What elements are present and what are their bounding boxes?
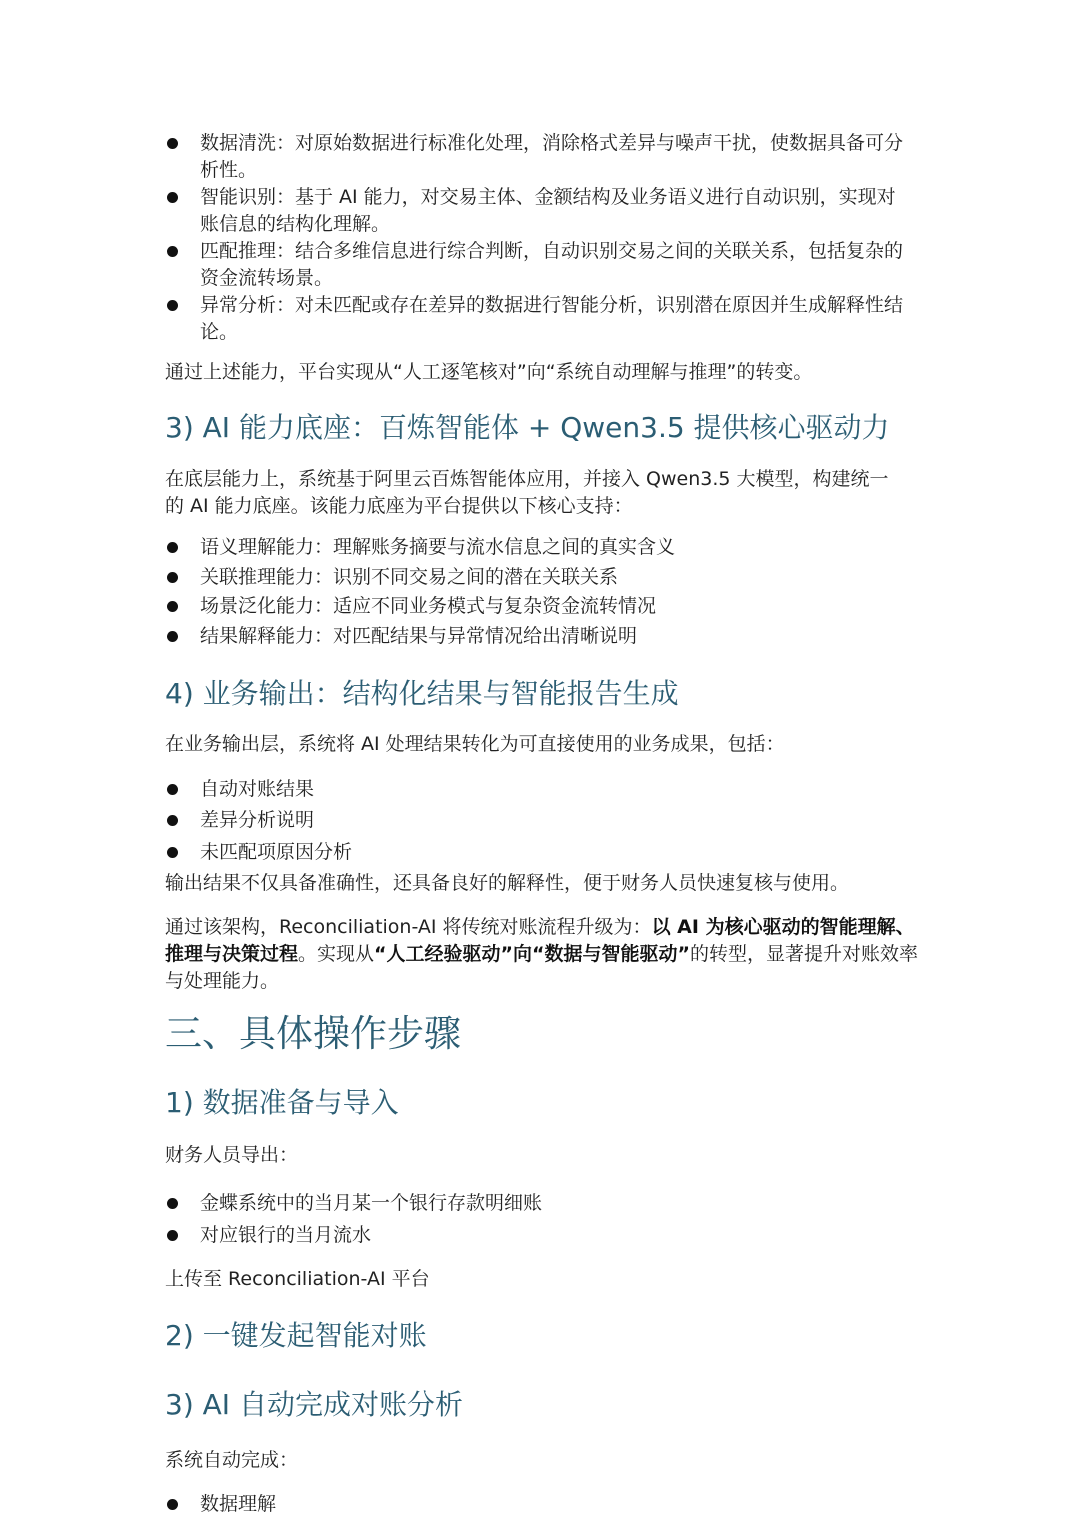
paragraph: 在业务输出层，系统将 AI 处理结果转化为可直接使用的业务成果，包括： bbox=[165, 733, 785, 755]
summary-text: 的转型，显著提升对账效率与处理能力。 bbox=[165, 943, 918, 992]
list-item: 数据清洗：对原始数据进行标准化处理，消除格式差异与噪声干扰，使数据具备可分析性。 bbox=[200, 130, 905, 184]
paragraph: 在底层能力上，系统基于阿里云百炼智能体应用，并接入 Qwen3.5 大模型，构建统一的 AI 能力底座。该能力底座为平台提供以下核心支持： bbox=[165, 468, 889, 517]
chapter-heading: 三、具体操作步骤 bbox=[165, 1012, 461, 1055]
summary-bold: “人工经验驱动”向“数据与智能驱动” bbox=[374, 943, 690, 965]
paragraph: 上传至 Reconciliation-AI 平台 bbox=[165, 1268, 430, 1290]
section-heading-ai-base: 3) AI 能力底座：百炼智能体 + Qwen3.5 提供核心驱动力 bbox=[165, 411, 890, 444]
step-heading-3: 3) AI 自动完成对账分析 bbox=[165, 1388, 463, 1421]
list-item: 智能识别：基于 AI 能力，对交易主体、金额结构及业务语义进行自动识别，实现对账信息的结构化理解。 bbox=[200, 184, 905, 238]
list-item: 对应银行的当月流水 bbox=[200, 1222, 905, 1249]
section-heading-output: 4) 业务输出：结构化结果与智能报告生成 bbox=[165, 677, 679, 710]
paragraph: 通过上述能力，平台实现从“人工逐笔核对”向“系统自动理解与推理”的转变。 bbox=[165, 361, 813, 383]
list-item: 结果解释能力：对匹配结果与异常情况给出清晰说明 bbox=[200, 623, 905, 650]
list-item: 异常分析：对未匹配或存在差异的数据进行智能分析，识别潜在原因并生成解释性结论。 bbox=[200, 292, 905, 346]
list-item: 场景泛化能力：适应不同业务模式与复杂资金流转情况 bbox=[200, 593, 905, 620]
summary-text: 通过该架构，Reconciliation-AI 将传统对账流程升级为： bbox=[165, 916, 652, 938]
paragraph: 系统自动完成： bbox=[165, 1449, 299, 1471]
step-heading-1: 1) 数据准备与导入 bbox=[165, 1086, 399, 1119]
summary-bold: 以 AI 为核心驱动的智能理解、推理与决策过程 bbox=[165, 916, 915, 965]
paragraph: 财务人员导出： bbox=[165, 1144, 299, 1166]
list-item: 金蝶系统中的当月某一个银行存款明细账 bbox=[200, 1190, 905, 1217]
summary-text: 。实现从 bbox=[298, 943, 375, 965]
list-item: 差异分析说明 bbox=[200, 807, 905, 834]
list-item: 匹配推理：结合多维信息进行综合判断，自动识别交易之间的关联关系，包括复杂的资金流转场景。 bbox=[200, 238, 905, 292]
list-item: 自动对账结果 bbox=[200, 776, 905, 803]
list-item: 数据理解 bbox=[200, 1491, 905, 1518]
summary-paragraph bbox=[165, 914, 920, 995]
paragraph: 输出结果不仅具备准确性，还具备良好的解释性，便于财务人员快速复核与使用。 bbox=[165, 872, 850, 894]
list-item: 关联推理能力：识别不同交易之间的潜在关联关系 bbox=[200, 564, 905, 591]
list-item: 未匹配项原因分析 bbox=[200, 839, 905, 866]
list-item: 语义理解能力：理解账务摘要与流水信息之间的真实含义 bbox=[200, 534, 905, 561]
step-heading-2: 2) 一键发起智能对账 bbox=[165, 1319, 427, 1352]
